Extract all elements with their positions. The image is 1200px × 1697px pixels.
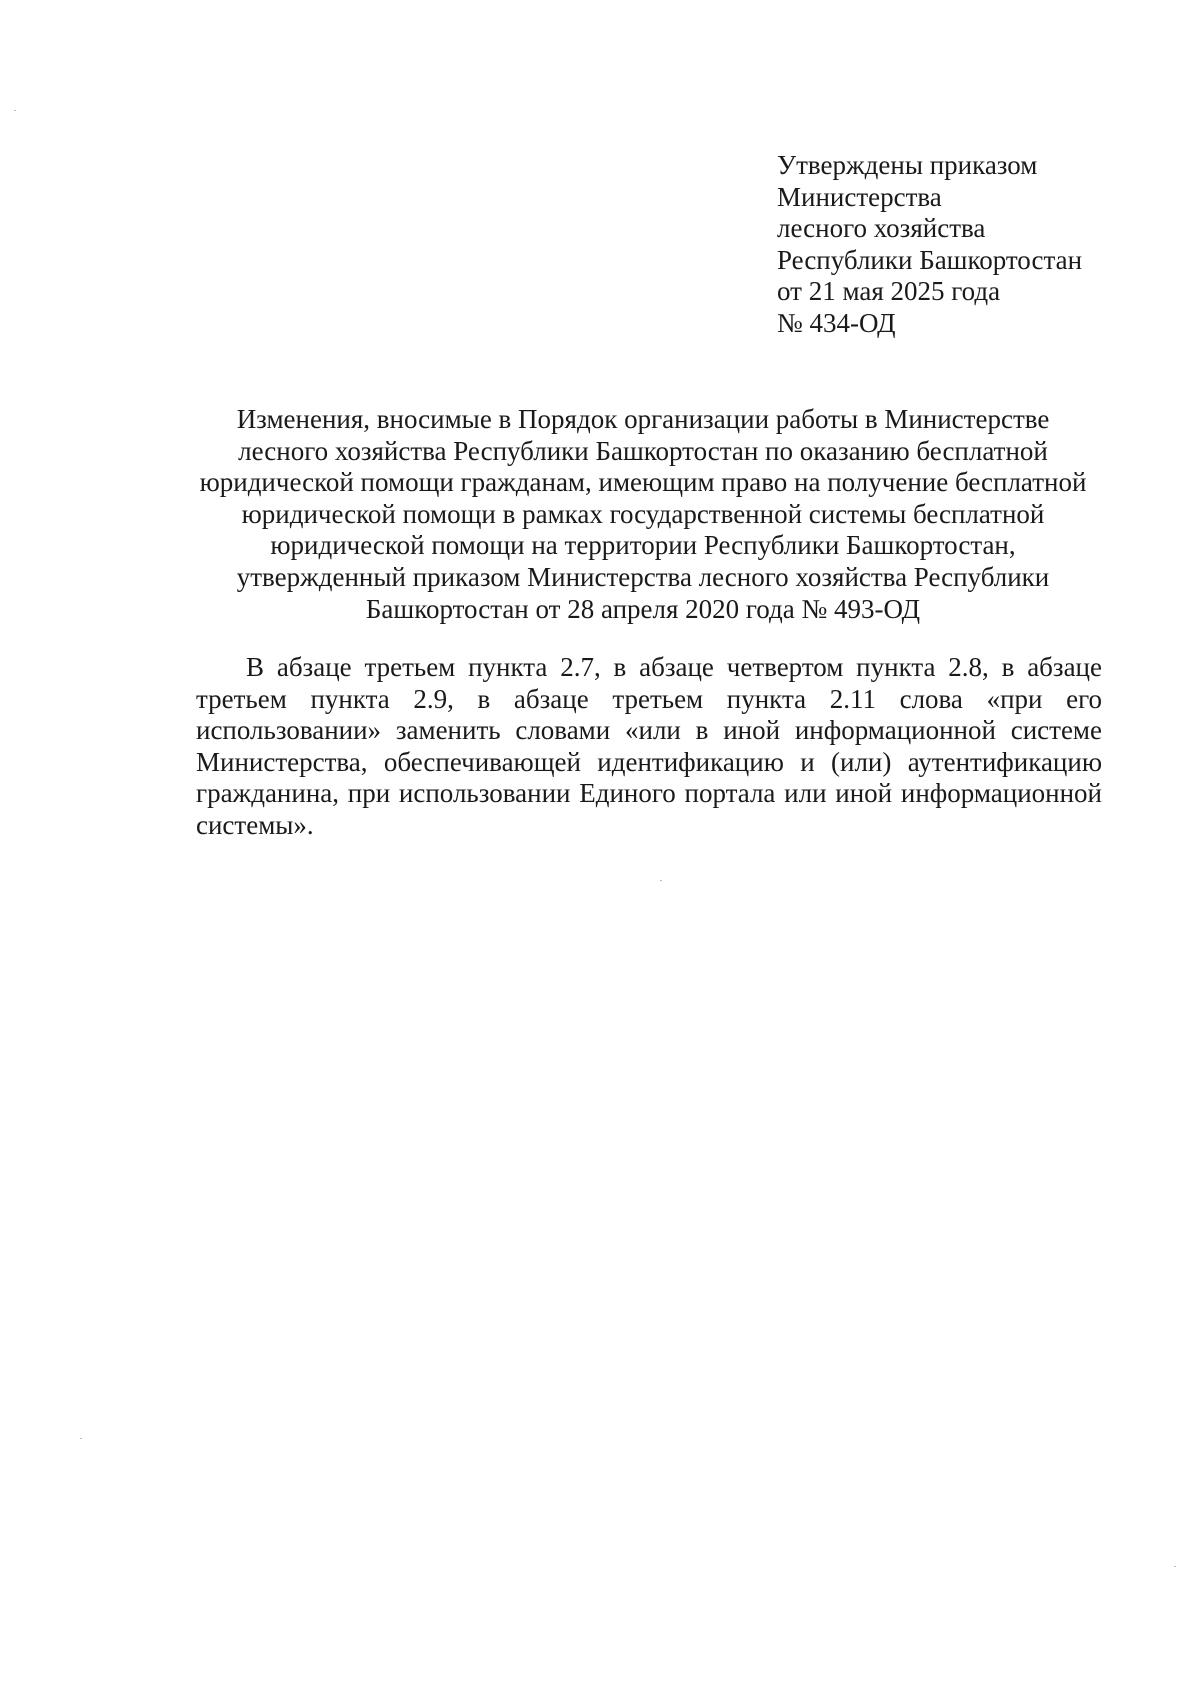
title-line: Башкортостан от 28 апреля 2020 года № 493-ОД [365,593,921,624]
paragraph-line: В абзаце третьем пункта 2.7, в абзаце четвертом пункта 2.8, в абзаце [246,652,1102,682]
approval-line: Министерства [777,181,942,212]
approval-line: Республики Башкортостан [777,244,1083,275]
title-line: лесного хозяйства Республики Башкортостан по оказанию бесплатной [238,435,1048,466]
approval-line: № 434-ОД [777,307,896,338]
paragraph-line: Министерства, обеспечивающей идентификацию и (или) аутентификацию [196,746,1102,777]
approval-line: Утверждены приказом [777,150,1038,180]
approval-line: лесного хозяйства [777,213,986,243]
paragraph-line: системы». [196,809,314,840]
body-paragraph [196,652,1102,842]
title-line: утвержденный приказом Министерства лесного хозяйства Республики [236,561,1050,592]
scan-speck [660,880,662,881]
scan-speck [80,1438,82,1439]
title-line: юридической помощи на территории Республики Башкортостан, [270,530,1016,561]
title-line: Изменения, вносимые в Порядок организации работы в Министерстве [236,404,1050,434]
approval-line: от 21 мая 2025 года [777,276,1001,306]
title-line: юридической помощи гражданам, имеющим право на получение бесплатной [199,467,1087,498]
document-title [190,404,1096,625]
title-line: юридической помощи в рамках государственной системы бесплатной [241,498,1045,529]
paragraph-line: третьем пункта 2.9, в абзаце третьем пункта 2.11 слова «при его [196,683,1102,714]
approval-stamp-block [777,150,1157,339]
paragraph-line: гражданина, при использовании Единого портала или иной информационной [196,778,1102,809]
scan-speck [14,110,16,111]
scan-speck [1174,1566,1176,1567]
paragraph-line: использовании» заменить словами «или в иной информационной системе [196,715,1102,746]
